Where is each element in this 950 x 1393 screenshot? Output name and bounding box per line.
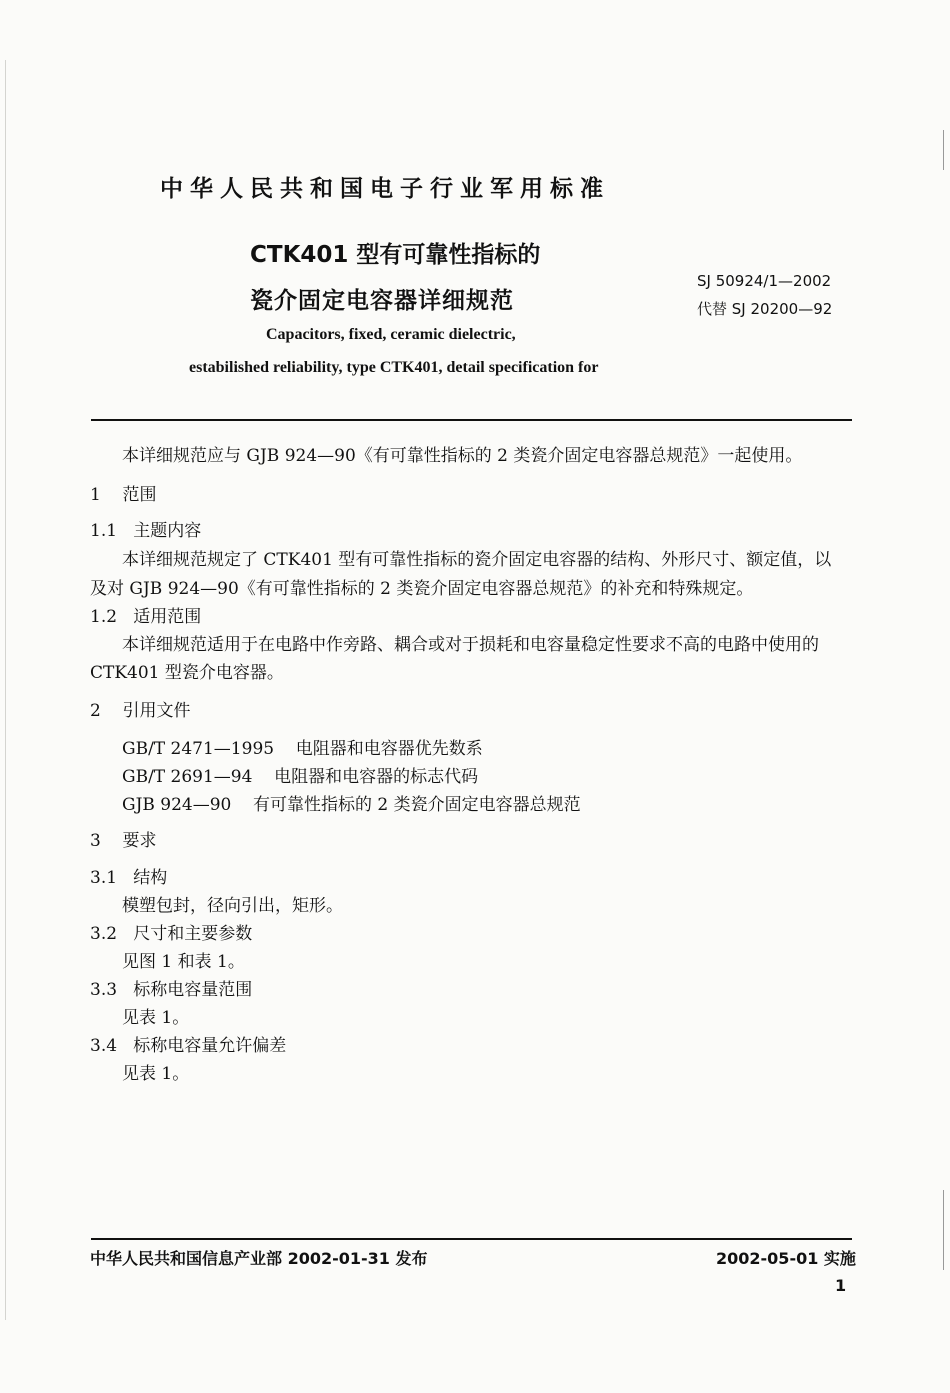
section-number: 3.4 [90,1036,118,1056]
section-1-1-text-line1: 本详细规范规定了 CTK401 型有可靠性指标的瓷介固定电容器的结构、外形尺寸、额定值，以 [122,550,832,570]
section-title: 引用文件 [122,701,191,721]
section-number: 2 [90,701,101,721]
effective-date: 2002-05-01 实施 [716,1249,856,1268]
section-number: 3.2 [90,924,118,944]
section-number: 1 [90,485,101,505]
section-1-heading [90,480,156,505]
industry-standard-title: 中华人民共和国电子行业军用标准 [160,176,610,202]
scan-speck [943,130,944,170]
section-title: 标称电容量允许偏差 [133,1036,287,1056]
reference-code: GB/T 2471—1995 [122,739,275,759]
standard-number: SJ 50924/1—2002 [697,272,832,290]
section-title: 适用范围 [133,607,202,627]
english-title-line1: Capacitors, fixed, ceramic dielectric, [266,326,516,343]
section-number: 3 [90,831,101,851]
section-3-2-heading [90,919,252,944]
issuer-line: 中华人民共和国信息产业部 2002-01-31 发布 [90,1249,428,1268]
footer-divider [91,1238,852,1240]
section-number: 3.3 [90,980,118,1000]
section-title: 尺寸和主要参数 [133,924,253,944]
section-1-1-text-line2: 及对 GJB 924—90《有可靠性指标的 2 类瓷介固定电容器总规范》的补充和特殊规定。 [90,579,754,599]
reference-code: GJB 924—90 [122,795,232,815]
reference-name: 有可靠性指标的 2 类瓷介固定电容器总规范 [253,795,581,815]
section-3-4-heading [90,1031,286,1056]
section-1-2-text-line2: CTK401 型瓷介电容器。 [90,663,284,683]
section-title: 主题内容 [133,521,202,541]
reference-name: 电阻器和电容器的标志代码 [274,767,479,787]
section-title: 要求 [122,831,157,851]
section-3-4-text: 见表 1。 [122,1064,190,1084]
section-title: 标称电容量范围 [133,980,253,1000]
replaces-standard: 代替 SJ 20200—92 [697,300,833,318]
scan-speck [5,60,6,1320]
section-number: 3.1 [90,868,118,888]
section-number: 1.2 [90,607,118,627]
section-title: 结构 [133,868,168,888]
document-title-line1: CTK401 型有可靠性指标的 [250,242,541,268]
section-3-3-text: 见表 1。 [122,1008,190,1028]
section-3-1-heading [90,863,167,888]
reference-item [122,790,581,815]
reference-item [122,762,478,787]
section-title: 范围 [122,485,157,505]
scan-speck [943,1190,944,1270]
section-2-heading [90,696,190,721]
section-1-2-text-line1: 本详细规范适用于在电路中作旁路、耦合或对于损耗和电容量稳定性要求不高的电路中使用的 [122,635,819,655]
document-title-line2: 瓷介固定电容器详细规范 [250,288,514,314]
header-divider [91,419,852,421]
section-3-2-text: 见图 1 和表 1。 [122,952,245,972]
section-3-3-heading [90,975,252,1000]
section-3-1-text: 模塑包封，径向引出，矩形。 [122,896,343,916]
section-1-2-heading [90,602,201,627]
section-3-heading [90,826,156,851]
reference-name: 电阻器和电容器优先数系 [295,739,483,759]
reference-item [122,734,483,759]
page-number: 1 [835,1276,847,1295]
english-title-line2: estabilished reliability, type CTK401, detail specification for [189,359,599,376]
intro-paragraph: 本详细规范应与 GJB 924—90《有可靠性指标的 2 类瓷介固定电容器总规范》一起使用。 [122,446,803,466]
section-1-1-heading [90,516,201,541]
section-number: 1.1 [90,521,118,541]
reference-code: GB/T 2691—94 [122,767,253,787]
